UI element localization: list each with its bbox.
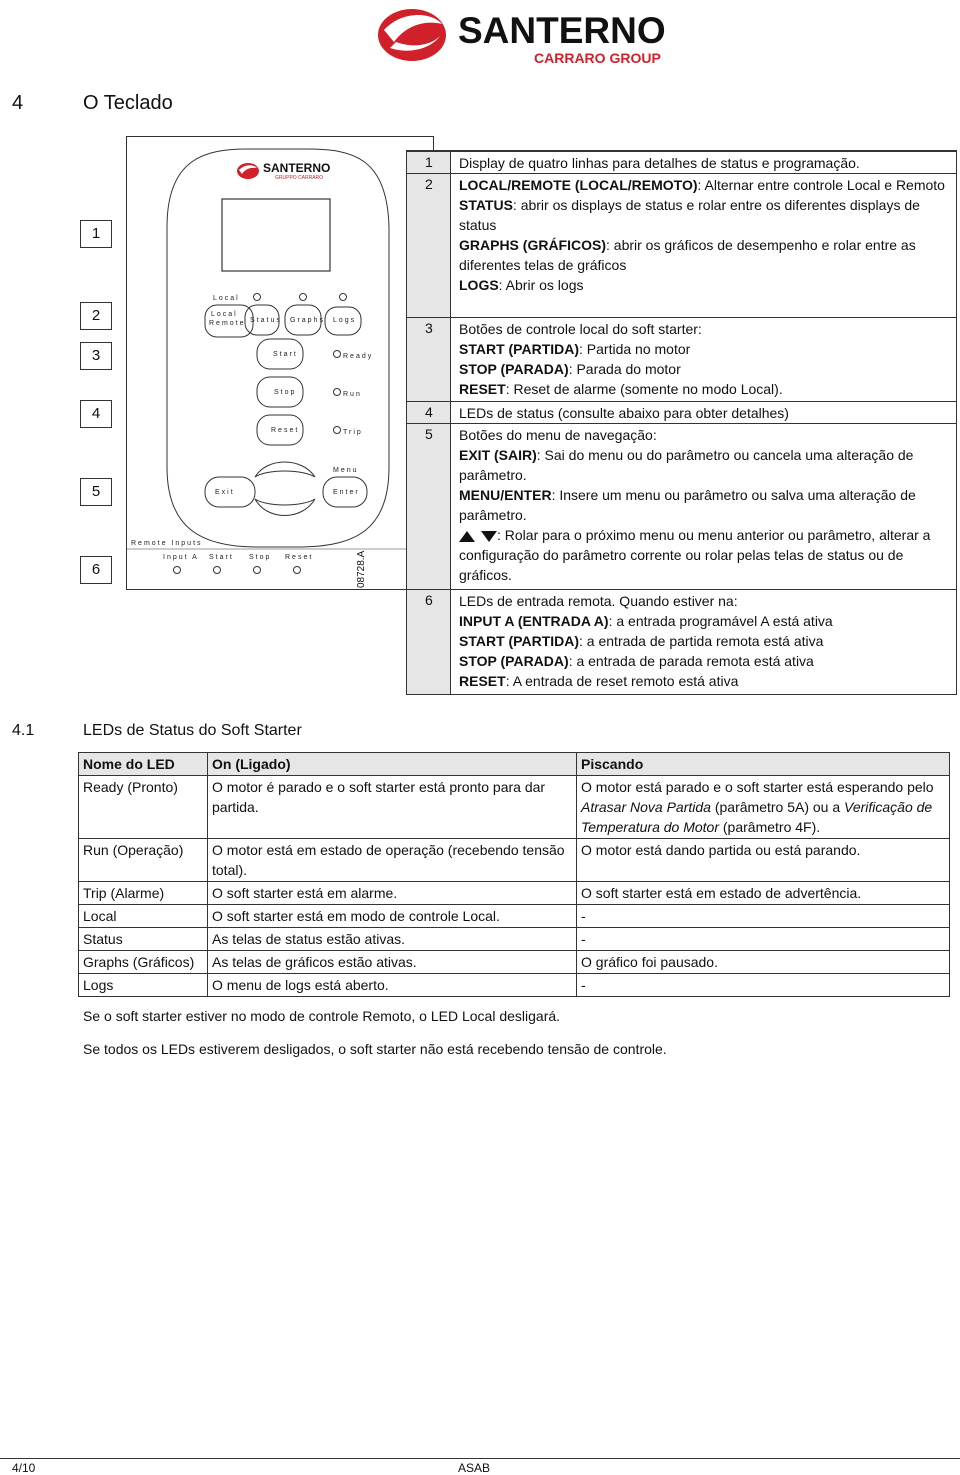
led-name: Ready (Pronto) xyxy=(79,776,208,839)
desc-term: RESET xyxy=(459,381,506,397)
desc-line: : Abrir os logs xyxy=(498,277,584,293)
remote-start-label: Start xyxy=(209,554,234,561)
exit-button-label: Exit xyxy=(215,489,235,496)
trip-led-label: Trip xyxy=(343,429,363,436)
led-blink: O soft starter está em estado de advertência. xyxy=(577,882,950,905)
desc-line: : Insere um menu ou parâmetro ou salva uma alteração de parâmetro. xyxy=(459,487,916,523)
desc-number: 5 xyxy=(425,426,433,442)
desc-line: Botões de controle local do soft starter: xyxy=(459,321,702,337)
desc-row-2 xyxy=(407,173,956,318)
remote-inputs-label: Remote Inputs xyxy=(131,540,203,547)
desc-line: LEDs de status (consulte abaixo para obter detalhes) xyxy=(459,405,789,421)
run-led xyxy=(333,388,341,396)
desc-term: STOP (PARADA) xyxy=(459,361,569,377)
logo-subtitle: CARRARO GROUP xyxy=(534,50,661,66)
logo-wordmark: SANTERNO xyxy=(458,10,666,51)
led-name: Trip (Alarme) xyxy=(79,882,208,905)
input-a-led xyxy=(173,566,181,574)
down-triangle-icon xyxy=(481,531,497,542)
remote-start-led xyxy=(213,566,221,574)
blink-param-name: Atrasar Nova Partida xyxy=(581,799,711,815)
keypad-description-table xyxy=(406,150,957,695)
local-button-label: Local xyxy=(211,311,238,318)
desc-row-6 xyxy=(407,589,956,694)
led-name: Graphs (Gráficos) xyxy=(79,951,208,974)
desc-line: : Sai do menu ou do parâmetro ou cancela uma alteração de parâmetro. xyxy=(459,447,914,483)
remote-reset-led xyxy=(293,566,301,574)
desc-term: RESET xyxy=(459,673,506,689)
logs-button-label: Logs xyxy=(333,317,357,324)
stop-button-label: Stop xyxy=(274,389,297,396)
led-blink: - xyxy=(577,905,950,928)
desc-text xyxy=(459,403,949,423)
keypad-logo-icon xyxy=(235,161,261,181)
led-name: Logs xyxy=(79,974,208,997)
desc-line: : a entrada programável A está ativa xyxy=(608,613,833,629)
led-on: O soft starter está em alarme. xyxy=(208,882,577,905)
figure-reference-code: 08728.A xyxy=(356,550,367,588)
desc-text xyxy=(459,319,949,399)
desc-text xyxy=(459,425,949,585)
desc-number: 2 xyxy=(425,176,433,192)
footer-divider xyxy=(0,1458,960,1459)
desc-row-3 xyxy=(407,317,956,402)
ready-led xyxy=(333,350,341,358)
desc-term: EXIT (SAIR) xyxy=(459,447,537,463)
graphs-led xyxy=(339,293,347,301)
table-row xyxy=(79,882,950,905)
up-triangle-icon xyxy=(459,531,475,542)
document-code: ASAB xyxy=(458,1461,491,1475)
desc-term: MENU/ENTER xyxy=(459,487,552,503)
led-name: Local xyxy=(79,905,208,928)
remote-stop-label: Stop xyxy=(249,554,272,561)
note-remote-mode: Se o soft starter estiver no modo de controle Remoto, o LED Local desligará. xyxy=(83,1008,561,1024)
desc-line: LEDs de entrada remota. Quando estiver na: xyxy=(459,593,738,609)
column-header: Piscando xyxy=(577,753,950,776)
keypad-logo xyxy=(235,161,335,181)
graphs-button-label: Graphs xyxy=(290,317,325,324)
keypad-body-drawing xyxy=(127,137,433,589)
led-status-table xyxy=(78,752,950,997)
callout-4: 4 xyxy=(80,400,112,428)
callout-5: 5 xyxy=(80,478,112,506)
keypad-outline xyxy=(126,136,434,590)
callout-6: 6 xyxy=(80,556,112,584)
ready-led-label: Ready xyxy=(343,353,374,360)
desc-row-4 xyxy=(407,401,956,424)
enter-button-label: Enter xyxy=(333,489,360,496)
led-on: O motor é parado e o soft starter está pronto para dar partida. xyxy=(208,776,577,839)
desc-number: 4 xyxy=(425,404,433,420)
santerno-logo xyxy=(372,2,672,68)
status-button-label: Status xyxy=(250,317,282,324)
desc-line: : A entrada de reset remoto está ativa xyxy=(505,673,739,689)
menu-button-label: Menu xyxy=(333,467,359,474)
led-blink: - xyxy=(577,974,950,997)
desc-term: STATUS xyxy=(459,197,513,213)
subsection-title: LEDs de Status do Soft Starter xyxy=(83,722,302,739)
desc-number: 3 xyxy=(425,320,433,336)
santerno-swirl-icon xyxy=(372,2,456,68)
led-blink xyxy=(577,776,950,839)
led-name: Status xyxy=(79,928,208,951)
desc-row-1 xyxy=(407,151,956,174)
table-row xyxy=(79,839,950,882)
desc-line: Botões do menu de navegação: xyxy=(459,427,657,443)
table-row xyxy=(79,776,950,839)
callout-1: 1 xyxy=(80,220,112,248)
blink-text: (parâmetro 4F). xyxy=(719,819,821,835)
blink-text: O motor está parado e o soft starter está esperando pelo xyxy=(581,779,934,795)
keypad-figure xyxy=(80,136,396,590)
run-led-label: Run xyxy=(343,391,362,398)
desc-line: : Partida no motor xyxy=(579,341,691,357)
remote-stop-led xyxy=(253,566,261,574)
led-blink: - xyxy=(577,928,950,951)
remote-reset-label: Reset xyxy=(285,554,314,561)
desc-line: : Parada do motor xyxy=(568,361,681,377)
desc-term: GRAPHS (GRÁFICOS) xyxy=(459,237,606,253)
page-number: 4/10 xyxy=(12,1461,36,1475)
desc-line: : Alternar entre controle Local e Remoto xyxy=(697,177,945,193)
callout-3: 3 xyxy=(80,342,112,370)
status-led xyxy=(299,293,307,301)
table-header-row xyxy=(79,753,950,776)
input-a-label: Input A xyxy=(163,554,199,561)
led-on: As telas de status estão ativas. xyxy=(208,928,577,951)
table-row xyxy=(79,905,950,928)
table-row xyxy=(79,974,950,997)
desc-text xyxy=(459,591,949,691)
table-row xyxy=(79,951,950,974)
blink-text: (parâmetro 5A) ou a xyxy=(710,799,845,815)
desc-line: Display de quatro linhas para detalhes de status e programação. xyxy=(459,155,860,171)
led-blink: O gráfico foi pausado. xyxy=(577,951,950,974)
desc-number: 1 xyxy=(425,154,433,170)
desc-text xyxy=(459,153,949,173)
led-blink: O motor está dando partida ou está parando. xyxy=(577,839,950,882)
desc-line: : abrir os displays de status e rolar entre os diferentes displays de status xyxy=(459,197,920,233)
column-header: Nome do LED xyxy=(79,753,208,776)
desc-term: LOCAL/REMOTE (LOCAL/REMOTO) xyxy=(459,177,698,193)
desc-line: : Reset de alarme (somente no modo Local). xyxy=(505,381,783,397)
desc-line: : Rolar para o próximo menu ou menu anterior ou parâmetro, alterar a configuração do parâmetro corrente ou rolar pelas telas de status ou de gráficos. xyxy=(459,527,931,583)
local-led-label: Local xyxy=(213,295,240,302)
trip-led xyxy=(333,426,341,434)
desc-term: START (PARTIDA) xyxy=(459,633,580,649)
desc-line: : a entrada de parada remota está ativa xyxy=(568,653,814,669)
led-name: Run (Operação) xyxy=(79,839,208,882)
section-title: O Teclado xyxy=(83,92,173,114)
desc-line: : abrir os gráficos de desempenho e rolar entre as diferentes telas de gráficos xyxy=(459,237,916,273)
subsection-number: 4.1 xyxy=(12,722,35,739)
led-on: O menu de logs está aberto. xyxy=(208,974,577,997)
callout-2: 2 xyxy=(80,302,112,330)
desc-term: START (PARTIDA) xyxy=(459,341,580,357)
desc-term: LOGS xyxy=(459,277,499,293)
desc-number: 6 xyxy=(425,592,433,608)
blink-param-name: Verificação de Temperatura do Motor xyxy=(581,799,933,835)
led-on: As telas de gráficos estão ativas. xyxy=(208,951,577,974)
keypad-logo-word: SANTERNO xyxy=(263,161,331,175)
table-row xyxy=(79,928,950,951)
led-on: O motor está em estado de operação (recebendo tensão total). xyxy=(208,839,577,882)
section-number: 4 xyxy=(12,92,24,114)
desc-term: INPUT A (ENTRADA A) xyxy=(459,613,609,629)
desc-term: STOP (PARADA) xyxy=(459,653,569,669)
keypad-logo-sub: GRUPPO CARRARO xyxy=(275,175,324,181)
reset-button-label: Reset xyxy=(271,427,300,434)
desc-text xyxy=(459,175,949,295)
desc-line: : a entrada de partida remota está ativa xyxy=(579,633,824,649)
desc-row-5 xyxy=(407,423,956,590)
led-on: O soft starter está em modo de controle Local. xyxy=(208,905,577,928)
local-led xyxy=(253,293,261,301)
start-button-label: Start xyxy=(273,351,298,358)
column-header: On (Ligado) xyxy=(208,753,577,776)
note-leds-off: Se todos os LEDs estiverem desligados, o soft starter não está recebendo tensão de controle. xyxy=(83,1041,667,1057)
remote-button-label: Remote xyxy=(209,320,246,327)
